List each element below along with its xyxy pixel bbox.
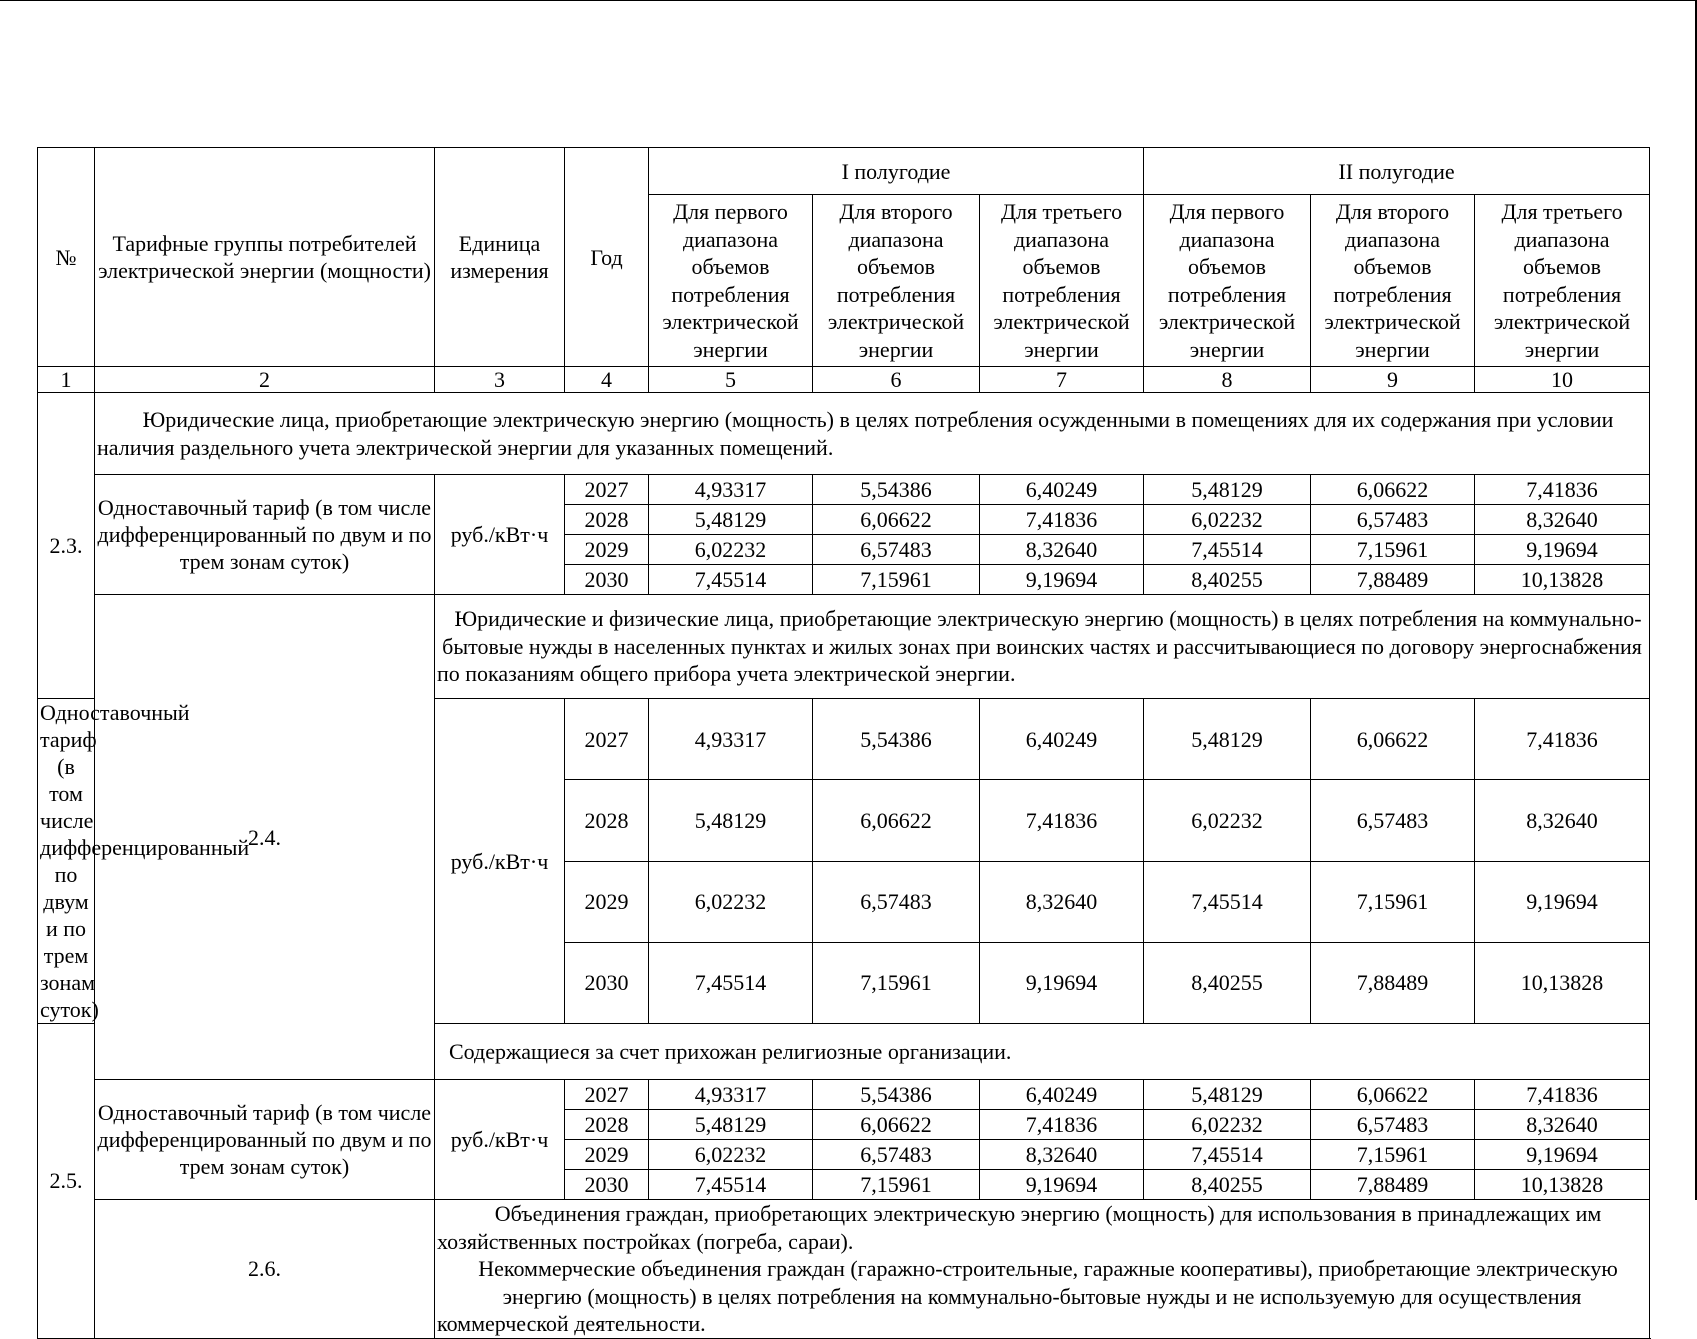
tariff-value: 6,57483 <box>1311 505 1475 535</box>
tariff-name: Одноставочный тариф (в том числе дифференцированный по двум и по трем зонам суток) <box>95 1080 435 1200</box>
tariff-value: 9,19694 <box>980 565 1144 595</box>
tariff-value: 8,40255 <box>1144 565 1311 595</box>
tariff-value: 4,93317 <box>649 475 813 505</box>
tariff-value: 9,19694 <box>1475 535 1650 565</box>
tariff-value: 8,40255 <box>1144 942 1311 1023</box>
section-description-text: Юридические и физические лица, приобретающие электрическую энергию (мощность) в целях потребления на коммунально-бытовые нужды в населенных пунктах и жилых зонах при воинских частях и рассчитывающиеся по договору энергоснабжения по показаниям общего прибора учета электрической энергии. <box>437 606 1642 687</box>
tariff-value: 10,13828 <box>1475 1170 1650 1200</box>
section-description-row <box>38 595 1650 699</box>
tariff-value: 6,06622 <box>1311 1080 1475 1110</box>
header-range-h1-3: Для третьего диапазона объемов потребления электрической энергии <box>980 195 1144 367</box>
header-range-h2-1: Для первого диапазона объемов потребления электрической энергии <box>1144 195 1311 367</box>
tariff-value: 5,48129 <box>649 505 813 535</box>
tariff-value: 4,93317 <box>649 699 813 780</box>
column-number: 7 <box>980 367 1144 393</box>
tariff-value: 10,13828 <box>1475 565 1650 595</box>
tariff-value: 10,13828 <box>1475 942 1650 1023</box>
section-number: 2.5. <box>38 1024 95 1339</box>
tariff-value: 6,57483 <box>813 535 980 565</box>
section-description-text: Объединения граждан, приобретающих электрическую энергию (мощность) для использования в принадлежащих им хозяйственных постройках (погреба, сараи). <box>437 1201 1602 1254</box>
tariff-year: 2028 <box>565 780 649 861</box>
tariff-value: 6,40249 <box>980 475 1144 505</box>
tariff-value: 7,45514 <box>649 942 813 1023</box>
tariff-value: 6,06622 <box>813 1110 980 1140</box>
tariff-value: 7,15961 <box>1311 1140 1475 1170</box>
tariff-year: 2030 <box>565 1170 649 1200</box>
tariff-value: 4,93317 <box>649 1080 813 1110</box>
tariff-year: 2027 <box>565 1080 649 1110</box>
tariff-value: 6,02232 <box>649 861 813 942</box>
section-description <box>435 595 1650 699</box>
tariff-value: 8,32640 <box>1475 1110 1650 1140</box>
tariff-value: 6,06622 <box>813 505 980 535</box>
tariff-value: 7,88489 <box>1311 942 1475 1023</box>
tariff-value: 8,32640 <box>1475 505 1650 535</box>
column-number: 5 <box>649 367 813 393</box>
section-number: 2.3. <box>38 393 95 699</box>
column-numbers-row <box>38 367 1650 393</box>
tariff-value: 6,57483 <box>1311 780 1475 861</box>
tariff-value: 5,48129 <box>1144 1080 1311 1110</box>
section-number: 2.4. <box>95 595 435 1080</box>
tariff-value: 9,19694 <box>1475 861 1650 942</box>
tariff-value: 8,32640 <box>980 535 1144 565</box>
column-number: 1 <box>38 367 95 393</box>
tariff-year: 2030 <box>565 942 649 1023</box>
tariff-value: 6,02232 <box>1144 780 1311 861</box>
tariff-value: 8,32640 <box>980 1140 1144 1170</box>
tariff-value: 5,54386 <box>813 475 980 505</box>
section-description <box>435 1200 1650 1339</box>
header-range-h2-2: Для второго диапазона объемов потребления электрической энергии <box>1311 195 1475 367</box>
tariff-value: 9,19694 <box>980 942 1144 1023</box>
tariff-value: 7,41836 <box>1475 1080 1650 1110</box>
tariff-year: 2030 <box>565 565 649 595</box>
tariff-value: 8,32640 <box>1475 780 1650 861</box>
tariff-value: 6,02232 <box>1144 505 1311 535</box>
header-tariff-group: Тарифные группы потребителей электрической энергии (мощности) <box>95 148 435 367</box>
tariff-value: 7,45514 <box>649 565 813 595</box>
tariff-value: 5,48129 <box>649 780 813 861</box>
tariff-value: 6,02232 <box>649 1140 813 1170</box>
tariff-value: 7,41836 <box>1475 699 1650 780</box>
tariff-year: 2028 <box>565 1110 649 1140</box>
tariff-year: 2027 <box>565 475 649 505</box>
tariff-value: 7,15961 <box>813 1170 980 1200</box>
tariff-value: 6,02232 <box>1144 1110 1311 1140</box>
header-year: Год <box>565 148 649 367</box>
tariff-value: 6,06622 <box>1311 475 1475 505</box>
tariff-year: 2027 <box>565 699 649 780</box>
tariff-unit: руб./кВт·ч <box>435 699 565 1024</box>
tariff-unit: руб./кВт·ч <box>435 1080 565 1200</box>
tariff-value: 7,41836 <box>980 1110 1144 1140</box>
header-row <box>38 148 1650 195</box>
tariff-value: 6,40249 <box>980 699 1144 780</box>
tariff-value: 7,45514 <box>1144 1140 1311 1170</box>
tariff-value: 7,15961 <box>813 565 980 595</box>
tariff-value: 7,41836 <box>980 505 1144 535</box>
header-no: № <box>38 148 95 367</box>
tariff-year: 2029 <box>565 861 649 942</box>
page-top-border <box>0 0 1697 1</box>
tariff-value: 7,41836 <box>1475 475 1650 505</box>
tariff-value: 7,15961 <box>813 942 980 1023</box>
tariff-value: 6,06622 <box>1311 699 1475 780</box>
tariff-unit: руб./кВт·ч <box>435 475 565 595</box>
section-description <box>435 1024 1650 1080</box>
tariff-year: 2028 <box>565 505 649 535</box>
tariff-value: 6,06622 <box>813 780 980 861</box>
tariff-value: 7,88489 <box>1311 565 1475 595</box>
tariff-value: 5,48129 <box>1144 699 1311 780</box>
tariff-value: 7,41836 <box>980 780 1144 861</box>
tariff-value: 7,45514 <box>649 1170 813 1200</box>
tariff-name: Одноставочный тариф (в том числе дифференцированный по двум и по трем зонам суток) <box>95 475 435 595</box>
tariff-value: 9,19694 <box>980 1170 1144 1200</box>
section-description-text: Некоммерческие объединения граждан (гаражно-строительные, гаражные кооперативы), приобретающие электрическую энергию (мощность) в целях потребления на коммунально-бытовые нужды и не используемую для осуществления коммерческой деятельности. <box>437 1256 1618 1336</box>
tariff-value: 5,48129 <box>1144 475 1311 505</box>
section-description-text: Юридические лица, приобретающие электрическую энергию (мощность) в целях потребления осужденными в помещениях для их содержания при условии наличия раздельного учета электрической энергии для указанных помещений. <box>97 407 1614 460</box>
section-description-row <box>38 1200 1650 1339</box>
tariff-value: 6,02232 <box>649 535 813 565</box>
tariff-value: 6,40249 <box>980 1080 1144 1110</box>
tariff-value: 5,48129 <box>649 1110 813 1140</box>
tariff-value: 6,57483 <box>1311 1110 1475 1140</box>
header-range-h2-3: Для третьего диапазона объемов потребления электрической энергии <box>1475 195 1650 367</box>
tariff-value: 7,15961 <box>1311 861 1475 942</box>
header-range-h1-1: Для первого диапазона объемов потребления электрической энергии <box>649 195 813 367</box>
section-description-text: Содержащиеся за счет прихожан религиозные организации. <box>449 1038 1012 1064</box>
column-number: 2 <box>95 367 435 393</box>
section-number: 2.6. <box>95 1200 435 1339</box>
tariff-value: 5,54386 <box>813 699 980 780</box>
column-number: 3 <box>435 367 565 393</box>
tariff-value: 7,88489 <box>1311 1170 1475 1200</box>
column-number: 10 <box>1475 367 1650 393</box>
tariff-table <box>37 147 1650 1339</box>
tariff-value: 7,45514 <box>1144 861 1311 942</box>
header-half-1: I полугодие <box>649 148 1144 195</box>
tariff-value: 8,32640 <box>980 861 1144 942</box>
tariff-row <box>38 475 1650 505</box>
tariff-value: 9,19694 <box>1475 1140 1650 1170</box>
column-number: 6 <box>813 367 980 393</box>
tariff-value: 7,45514 <box>1144 535 1311 565</box>
header-unit: Единица измерения <box>435 148 565 367</box>
section-description <box>95 393 1650 475</box>
tariff-value: 7,15961 <box>1311 535 1475 565</box>
header-half-2: II полугодие <box>1144 148 1650 195</box>
column-number: 8 <box>1144 367 1311 393</box>
header-range-h1-2: Для второго диапазона объемов потребления электрической энергии <box>813 195 980 367</box>
tariff-value: 6,57483 <box>813 861 980 942</box>
tariff-row <box>38 1080 1650 1110</box>
tariff-value: 8,40255 <box>1144 1170 1311 1200</box>
tariff-year: 2029 <box>565 535 649 565</box>
column-number: 9 <box>1311 367 1475 393</box>
section-description-row <box>38 393 1650 475</box>
tariff-year: 2029 <box>565 1140 649 1170</box>
tariff-value: 5,54386 <box>813 1080 980 1110</box>
tariff-name: Одноставочный тариф (в том числе дифференцированный по двум и по трем зонам суток) <box>38 699 95 1024</box>
tariff-value: 6,57483 <box>813 1140 980 1170</box>
column-number: 4 <box>565 367 649 393</box>
